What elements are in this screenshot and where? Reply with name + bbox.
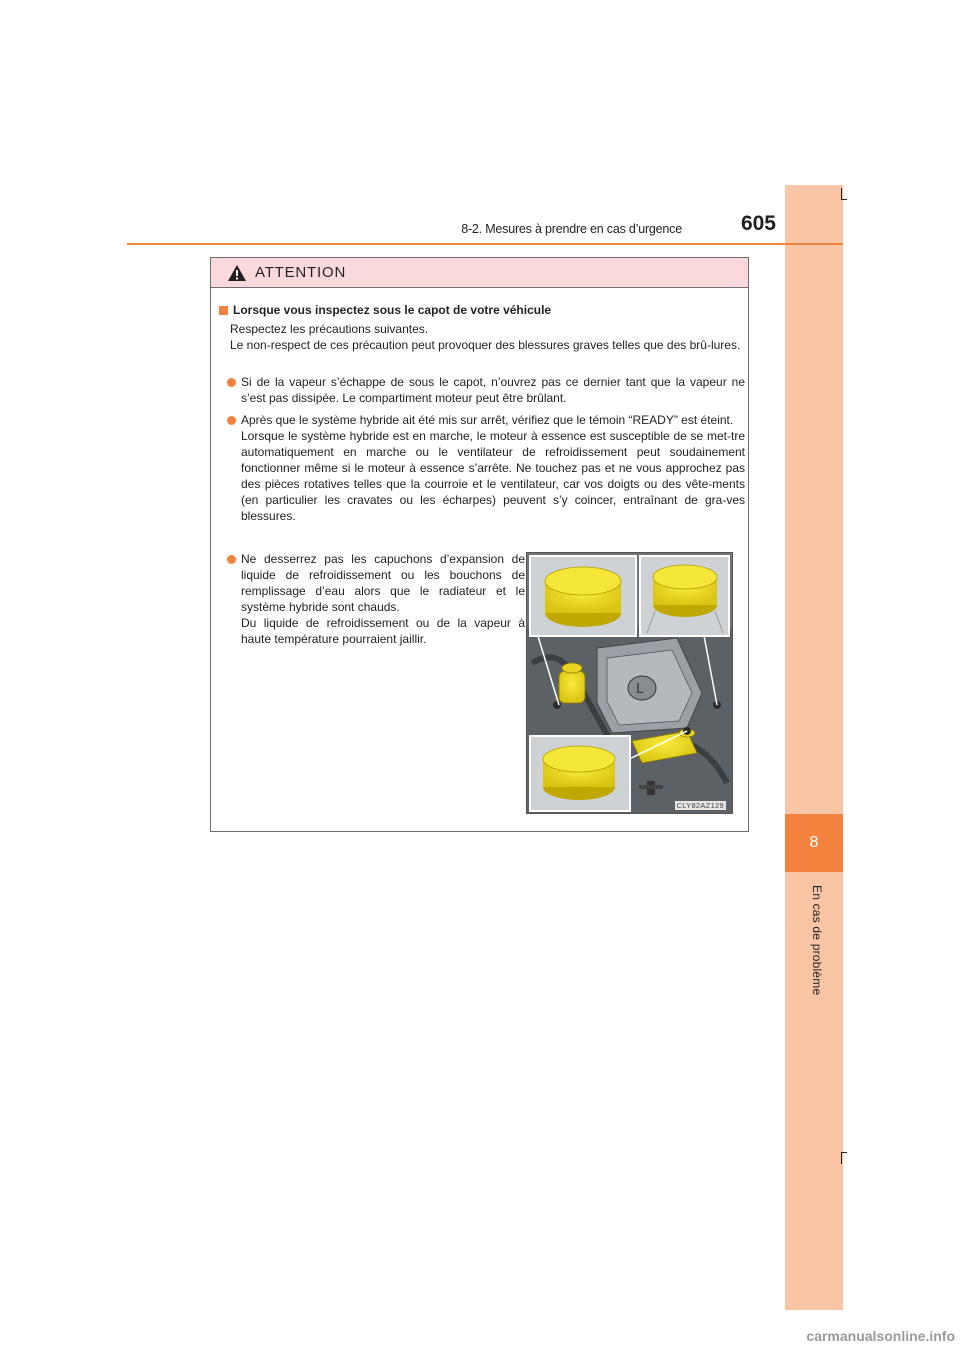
bullet-text xyxy=(241,412,745,524)
bullet-dot-icon xyxy=(227,378,236,387)
bullet-text xyxy=(241,551,525,647)
svg-text:L: L xyxy=(636,682,644,697)
caution-title: ATTENTION xyxy=(255,264,347,281)
page-number: 605 xyxy=(740,212,776,235)
square-bullet-icon xyxy=(219,306,228,315)
intro-line: Respectez les précautions suivantes. xyxy=(230,322,429,336)
engine-bay-illustration xyxy=(527,553,732,813)
bullet-dot-icon xyxy=(227,416,236,425)
bullet-line: Si de la vapeur s’échappe de sous le capot, n’ouvrez pas ce dernier tant que la vapeur ne s’est pas dissipée. Le compartiment moteur peut être brûlant. xyxy=(241,375,745,405)
crop-mark xyxy=(841,1152,842,1164)
bullet-item xyxy=(227,412,745,524)
bullet-item xyxy=(227,374,745,406)
chapter-side-tab xyxy=(785,185,843,1310)
figure-code: CLY82AZ129 xyxy=(676,801,724,810)
bullet-dot-icon xyxy=(227,555,236,564)
caution-intro xyxy=(230,321,742,353)
engine-compartment-figure xyxy=(526,552,733,814)
crop-mark xyxy=(841,199,847,200)
site-watermark: carmanualsonline.info xyxy=(806,1328,955,1344)
caution-heading xyxy=(219,302,551,318)
bullet-line: Du liquide de refroidissement ou de la vapeur à haute température pourraient jaillir. xyxy=(241,616,525,646)
caution-heading-text: Lorsque vous inspectez sous le capot de votre véhicule xyxy=(233,303,552,317)
warning-triangle-icon xyxy=(227,264,247,282)
chapter-number: 8 xyxy=(785,814,843,872)
intro-line: Le non-respect de ces précaution peut provoquer des blessures graves telles que des brû-lures. xyxy=(230,338,741,352)
section-title: 8-2. Mesures à prendre en cas d’urgence xyxy=(461,222,682,236)
bullet-text xyxy=(241,374,745,406)
bullet-line: Après que le système hybride ait été mis sur arrêt, vérifiez que le témoin “READY” est éteint. xyxy=(241,413,734,427)
header-divider xyxy=(127,243,843,245)
bullet-line: Ne desserrez pas les capuchons d’expansion de liquide de refroidissement ou les bouchons de remplissage d’eau alors que le radiateur et le système hybride sont chauds. xyxy=(241,552,525,614)
bullet-item xyxy=(227,551,525,647)
bullet-line: Lorsque le système hybride est en marche, le moteur à essence est susceptible de se met-tre automatiquement en marche ou le ventilateur de refroidissement peut soudainement fonctionner même si le moteur à essence s’arrête. Ne touchez pas et ne vous approchez pas des pièces rotatives telles que la courroie et le ventilateur, car vos doigts ou des vête-ments (en particulier les cravates ou les écharpes) peuvent s’y coincer, entraînant de gra-ves blessures. xyxy=(241,429,745,523)
crop-mark xyxy=(841,1152,847,1153)
chapter-title: En cas de problème xyxy=(810,885,824,996)
caution-header xyxy=(211,258,748,288)
